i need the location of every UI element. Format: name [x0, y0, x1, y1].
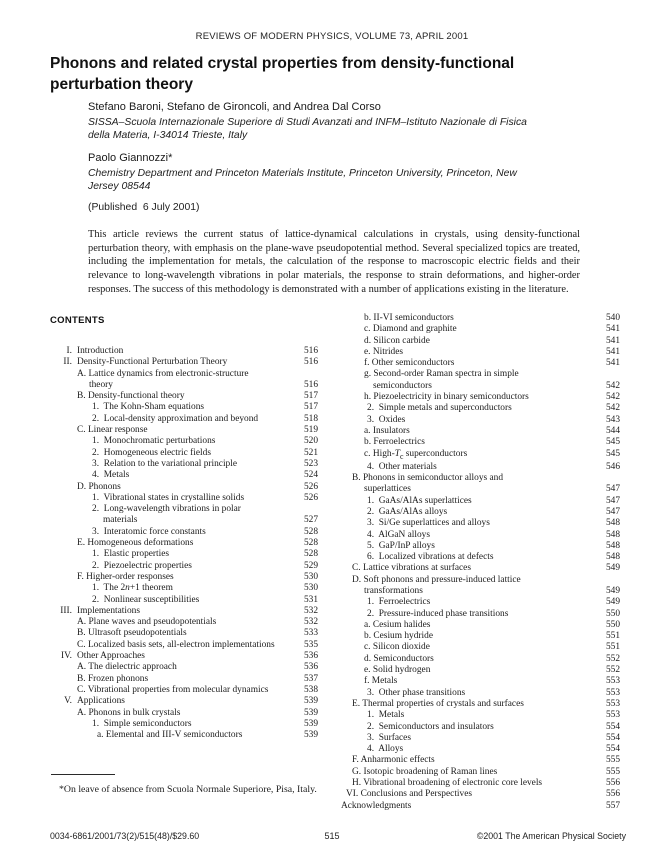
toc-entry-label: 2. Homogeneous electric fields	[92, 447, 211, 458]
toc-entry-label: Applications	[77, 696, 125, 707]
toc-entry-label: materials	[103, 515, 138, 526]
toc-entry	[50, 696, 318, 707]
toc-page-number: 530	[303, 583, 318, 594]
toc-page-number: 552	[605, 653, 620, 664]
toc-entry-label: semiconductors	[373, 380, 432, 391]
toc-entry-label: G. Isotopic broadening of Raman lines	[352, 766, 498, 777]
toc-entry	[50, 414, 318, 425]
toc-entry	[341, 710, 620, 721]
toc-entry	[50, 346, 318, 357]
footer-copyright: ©2001 The American Physical Society	[476, 831, 626, 841]
toc-entry-label: C. Vibrational properties from molecular dynamics	[77, 684, 269, 695]
toc-entry	[50, 561, 318, 572]
toc-entry	[341, 699, 620, 710]
toc-page-number: 517	[303, 391, 318, 402]
toc-entry	[50, 470, 318, 481]
toc-entry	[50, 436, 318, 447]
toc-entry-label: c. Diamond and graphite	[364, 324, 457, 335]
toc-page-number: 545	[605, 448, 620, 459]
toc-page-number: 542	[605, 392, 620, 403]
toc-entry	[341, 631, 620, 642]
toc-entry-label: 1. Monochromatic perturbations	[92, 436, 216, 447]
toc-page-number: 531	[303, 594, 318, 605]
toc-entry	[50, 674, 318, 685]
toc-entry	[341, 654, 620, 665]
toc-page-number: 554	[605, 732, 620, 743]
toc-entry-label: E. Thermal properties of crystals and surfaces	[352, 698, 524, 709]
contents-heading: CONTENTS	[50, 315, 105, 326]
toc-entry-label: 3. Interatomic force constants	[92, 526, 206, 537]
toc-entry-label: 1. Metals	[367, 710, 405, 721]
toc-entry	[341, 381, 620, 392]
toc-entry-label: g. Second-order Raman spectra in simple	[364, 369, 519, 380]
running-head: REVIEWS OF MODERN PHYSICS, VOLUME 73, APRIL 2001	[195, 31, 469, 42]
toc-entry	[50, 606, 318, 617]
toc-entry	[50, 595, 318, 606]
toc-entry	[341, 518, 620, 529]
toc-entry	[50, 617, 318, 628]
toc-page-number: 542	[605, 403, 620, 414]
toc-entry	[341, 530, 620, 541]
toc-entry	[341, 575, 620, 586]
toc-entry-label: 3. Relation to the variational principle	[92, 458, 238, 469]
toc-entry	[50, 515, 318, 526]
toc-entry	[50, 628, 318, 639]
toc-entry	[50, 504, 318, 515]
toc-entry-label: Density-Functional Perturbation Theory	[77, 357, 228, 368]
toc-page-number: 532	[303, 617, 318, 628]
toc-entry-label: 4. Alloys	[367, 744, 404, 755]
toc-roman-numeral: I.	[66, 346, 72, 356]
toc-entry	[341, 620, 620, 631]
toc-page-number: 552	[605, 665, 620, 676]
toc-entry-label: D. Soft phonons and pressure-induced lattice	[352, 574, 521, 585]
toc-entry-label: Implementations	[77, 605, 141, 616]
toc-entry	[50, 448, 318, 459]
toc-entry	[341, 426, 620, 437]
toc-page-number: 539	[303, 696, 318, 707]
toc-page-number: 548	[605, 552, 620, 563]
toc-entry-label: 2. Simple metals and superconductors	[367, 403, 512, 414]
toc-entry	[341, 755, 620, 766]
toc-page-number: 554	[605, 744, 620, 755]
toc-entry	[50, 391, 318, 402]
toc-page-number: 541	[605, 335, 620, 346]
footer-issn-pricing: 0034-6861/2001/73(2)/515(48)/$29.60	[50, 831, 200, 841]
toc-page-number: 527	[303, 515, 318, 526]
toc-page-number: 541	[605, 346, 620, 357]
toc-entry-label: f. Other semiconductors	[364, 358, 455, 369]
toc-entry-label: B. Frozen phonons	[77, 673, 149, 684]
toc-entry-label: B. Ultrasoft pseudopotentials	[77, 628, 187, 639]
toc-entry	[341, 688, 620, 699]
toc-page-number: 548	[605, 529, 620, 540]
toc-entry-label: b. Cesium hydride	[364, 631, 434, 642]
toc-entry-label: superlattices	[364, 484, 411, 495]
toc-entry	[50, 527, 318, 538]
toc-page-number: 530	[303, 571, 318, 582]
toc-entry-label: F. Anharmonic effects	[352, 755, 435, 766]
toc-page-number: 555	[605, 766, 620, 777]
toc-page-number: 550	[605, 619, 620, 630]
toc-page-number: 538	[303, 684, 318, 695]
toc-entry	[341, 507, 620, 518]
toc-page-number: 539	[303, 718, 318, 729]
footnote: *On leave of absence from Scuola Normale Superiore, Pisa, Italy.	[59, 784, 317, 795]
toc-entry-label: 2. Nonlinear susceptibilities	[92, 594, 200, 605]
abstract: This article reviews the current status of lattice-dynamical calculations in crystals, using density-functional perturbation theory, with emphasis on the plane-wave pseudopotential method. Several specialized topics are treated, including the implementation for metals, the calculation of the response to macroscopic electric fields and their relevance to long-wavelength vibrations in polar materials, the response to strain deformations, and higher-order responses. The success of this methodology is demonstrated with a number of applications existing in the literature.	[88, 229, 580, 295]
toc-entry	[341, 552, 620, 563]
toc-page-number: 516	[303, 357, 318, 368]
toc-page-number: 537	[303, 673, 318, 684]
toc-entry	[341, 369, 620, 380]
toc-entry	[341, 563, 620, 574]
footer-page-number: 515	[324, 831, 340, 841]
toc-page-number: 545	[605, 437, 620, 448]
toc-page-number: 520	[303, 436, 318, 447]
affiliation-2: Chemistry Department and Princeton Materials Institute, Princeton University, Princeton, New Jersey 08544	[88, 168, 517, 192]
toc-entry	[50, 685, 318, 696]
toc-entry-label: 1. Simple semiconductors	[92, 718, 192, 729]
toc-entry-label: 1. Ferroelectrics	[367, 597, 431, 608]
toc-entry	[50, 357, 318, 368]
toc-entry-label: 3. Si/Ge superlattices and alloys	[367, 518, 490, 529]
toc-page-number: 540	[605, 313, 620, 323]
toc-entry	[341, 541, 620, 552]
toc-entry-label: 2. Piezoelectric properties	[92, 560, 192, 571]
toc-entry	[341, 473, 620, 484]
toc-entry	[341, 484, 620, 495]
toc-page-number: 524	[303, 470, 318, 481]
toc-entry-label: e. Solid hydrogen	[364, 665, 431, 676]
toc-entry	[50, 425, 318, 436]
toc-page-number: 547	[605, 506, 620, 517]
toc-page-number: 547	[605, 484, 620, 495]
toc-entry	[341, 437, 620, 448]
toc-entry	[341, 462, 620, 473]
toc-entry	[341, 449, 620, 462]
toc-entry-label: 2. GaAs/AlAs alloys	[367, 506, 448, 517]
toc-entry	[341, 586, 620, 597]
toc-entry-label: C. Lattice vibrations at surfaces	[352, 563, 471, 574]
toc-entry	[341, 642, 620, 653]
toc-entry	[341, 496, 620, 507]
toc-entry	[341, 801, 620, 812]
toc-entry-label: 4. Other materials	[367, 461, 437, 472]
toc-entry-label: h. Piezoelectricity in binary semiconductors	[364, 392, 529, 403]
toc-entry	[50, 583, 318, 594]
toc-entry	[341, 358, 620, 369]
toc-page-number: 519	[303, 425, 318, 436]
toc-entry-label: A. Plane waves and pseudopotentials	[77, 617, 217, 628]
toc-entry-label: theory	[89, 379, 113, 390]
toc-page-number: 548	[605, 540, 620, 551]
toc-page-number: 544	[605, 425, 620, 436]
toc-page-number: 523	[303, 458, 318, 469]
toc-entry	[341, 767, 620, 778]
toc-page-number: 556	[605, 789, 620, 800]
toc-page-number: 541	[605, 358, 620, 369]
toc-entry-label: d. Silicon carbide	[364, 335, 430, 346]
toc-entry	[341, 392, 620, 403]
toc-page-number: 541	[605, 324, 620, 335]
toc-entry	[50, 549, 318, 560]
toc-entry	[50, 651, 318, 662]
toc-entry-label: D. Phonons	[77, 481, 121, 492]
toc-page-number: 549	[605, 597, 620, 608]
toc-page-number: 553	[605, 710, 620, 721]
toc-entry	[50, 402, 318, 413]
toc-entry-label: 1. The 2n+1 theorem	[92, 583, 173, 594]
toc-entry-label: C. Linear response	[77, 425, 148, 436]
published-date: (Published 6 July 2001)	[88, 202, 200, 213]
toc-entry-label: 1. GaAs/AlAs superlattices	[367, 495, 472, 506]
toc-entry	[341, 415, 620, 426]
toc-page-number: 553	[605, 676, 620, 687]
toc-entry-label: b. Ferroelectrics	[364, 437, 425, 448]
toc-page-number: 549	[605, 586, 620, 596]
toc-entry	[50, 730, 318, 741]
toc-entry-label: 4. AlGaN alloys	[367, 529, 431, 540]
toc-entry	[341, 313, 620, 324]
toc-page-number: 548	[605, 518, 620, 529]
toc-entry-label: 3. Oxides	[367, 414, 406, 425]
toc-page-number: 546	[605, 461, 620, 472]
toc-page-number: 536	[303, 662, 318, 673]
toc-entry	[341, 347, 620, 358]
authors-line-1: Stefano Baroni, Stefano de Gironcoli, and Andrea Dal Corso	[88, 101, 381, 113]
toc-page-number: 550	[605, 608, 620, 619]
toc-entry	[50, 369, 318, 380]
toc-page-number: 542	[605, 380, 620, 391]
toc-entry	[50, 572, 318, 583]
toc-page-number: 539	[303, 707, 318, 718]
toc-entry-label: c. Silicon dioxide	[364, 642, 430, 653]
toc-entry-label: E. Homogeneous deformations	[77, 538, 194, 549]
toc-entry	[341, 676, 620, 687]
toc-entry-label: Other Approaches	[77, 651, 145, 662]
toc-page-number: 554	[605, 721, 620, 732]
toc-entry-label: B. Density-functional theory	[77, 391, 185, 402]
toc-entry	[50, 482, 318, 493]
toc-entry-label: 3. Surfaces	[367, 732, 411, 743]
toc-page-number: 535	[303, 639, 318, 650]
toc-entry-label: VI. Conclusions and Perspectives	[346, 789, 473, 800]
toc-page-number: 533	[303, 628, 318, 639]
toc-entry	[50, 708, 318, 719]
toc-entry-label: 1. The Kohn-Sham equations	[92, 402, 205, 413]
toc-entry-label: Introduction	[77, 346, 124, 356]
toc-entry-label: F. Higher-order responses	[77, 571, 174, 582]
toc-roman-numeral: V.	[64, 696, 72, 707]
toc-entry	[50, 640, 318, 651]
toc-entry-label: c. High-$T_c$ superconductors	[364, 448, 468, 461]
article-title: Phonons and related crystal properties from density-functional perturbation theory	[50, 55, 515, 93]
toc-page-number: 516	[303, 379, 318, 390]
toc-entry-label: e. Nitrides	[364, 346, 404, 357]
toc-entry-label: A. Lattice dynamics from electronic-structure	[77, 368, 249, 379]
toc-page-number: 528	[303, 538, 318, 549]
toc-entry-label: a. Insulators	[364, 425, 410, 436]
toc-entry-label: 2. Local-density approximation and beyond	[92, 413, 259, 424]
toc-page-number: 557	[605, 800, 620, 811]
toc-roman-numeral: II.	[63, 357, 72, 368]
toc-page-number: 516	[303, 346, 318, 356]
toc-entry	[341, 324, 620, 335]
toc-page-number: 556	[605, 778, 620, 789]
toc-page-number: 518	[303, 413, 318, 424]
toc-entry-label: A. Phonons in bulk crystals	[77, 707, 181, 718]
toc-entry	[50, 538, 318, 549]
toc-entry-label: 4. Metals	[92, 470, 130, 481]
toc-entry	[50, 380, 318, 391]
toc-entry	[341, 733, 620, 744]
toc-entry	[341, 609, 620, 620]
toc-page-number: 549	[605, 563, 620, 574]
toc-page-number: 553	[605, 687, 620, 698]
authors-line-2: Paolo Giannozzi*	[88, 152, 173, 164]
toc-entry-label: 5. GaP/InP alloys	[367, 540, 435, 551]
toc-page-number: 536	[303, 651, 318, 662]
toc-page-number: 539	[303, 730, 318, 741]
toc-entry-label: B. Phonons in semiconductor alloys and	[352, 473, 504, 484]
toc-page-number: 529	[303, 560, 318, 571]
toc-entry	[50, 493, 318, 504]
toc-entry-label: b. II-VI semiconductors	[364, 313, 454, 323]
toc-entry	[341, 403, 620, 414]
toc-page-number: 553	[605, 698, 620, 709]
toc-page-number: 517	[303, 402, 318, 413]
toc-entry	[341, 597, 620, 608]
toc-column-right	[341, 313, 620, 812]
toc-entry-label: 2. Long-wavelength vibrations in polar	[92, 504, 241, 515]
toc-page-number: 528	[303, 549, 318, 560]
toc-entry-label: C. Localized basis sets, all-electron implementations	[77, 639, 275, 650]
toc-entry-label: 3. Other phase transitions	[367, 687, 466, 698]
toc-entry-label: d. Semiconductors	[364, 653, 434, 664]
toc-entry-label: a. Elemental and III-V semiconductors	[97, 730, 243, 741]
toc-roman-numeral: IV.	[60, 651, 72, 662]
toc-page-number: 551	[605, 631, 620, 642]
toc-page-number: 526	[303, 481, 318, 492]
toc-entry-label: 2. Semiconductors and insulators	[367, 721, 494, 732]
toc-page-number: 547	[605, 495, 620, 506]
toc-entry-label: Acknowledgments	[341, 800, 412, 811]
toc-page-number: 543	[605, 414, 620, 425]
toc-entry-label: A. The dielectric approach	[77, 662, 177, 673]
toc-page-number: 526	[303, 492, 318, 503]
toc-page-number: 521	[303, 447, 318, 458]
toc-page-number: 551	[605, 642, 620, 653]
toc-entry-label: 6. Localized vibrations at defects	[367, 552, 494, 563]
toc-page-number: 528	[303, 526, 318, 537]
toc-page-number: 532	[303, 605, 318, 616]
footnote-rule	[51, 774, 115, 775]
toc-entry	[341, 665, 620, 676]
toc-entry-label: transformations	[364, 586, 423, 596]
toc-entry-label: 2. Pressure-induced phase transitions	[367, 608, 509, 619]
toc-entry	[341, 778, 620, 789]
toc-entry-label: 1. Elastic properties	[92, 549, 170, 560]
toc-entry	[341, 789, 620, 800]
toc-entry	[341, 744, 620, 755]
toc-entry-label: 1. Vibrational states in crystalline solids	[92, 492, 245, 503]
toc-entry	[341, 336, 620, 347]
toc-entry	[50, 459, 318, 470]
toc-entry-label: a. Cesium halides	[364, 619, 431, 630]
toc-entry-label: H. Vibrational broadening of electronic core levels	[352, 778, 543, 789]
toc-entry-label: f. Metals	[364, 676, 398, 687]
toc-roman-numeral: III.	[60, 605, 72, 616]
affiliation-1: SISSA–Scuola Internazionale Superiore di Studi Avanzati and INFM–Istituto Nazionale di Fisica della Materia, I-34014 Trieste, Italy	[88, 117, 527, 141]
toc-page-number: 555	[605, 755, 620, 766]
toc-entry	[341, 722, 620, 733]
toc-entry	[50, 662, 318, 673]
toc-column-left	[50, 346, 318, 741]
toc-entry	[50, 719, 318, 730]
